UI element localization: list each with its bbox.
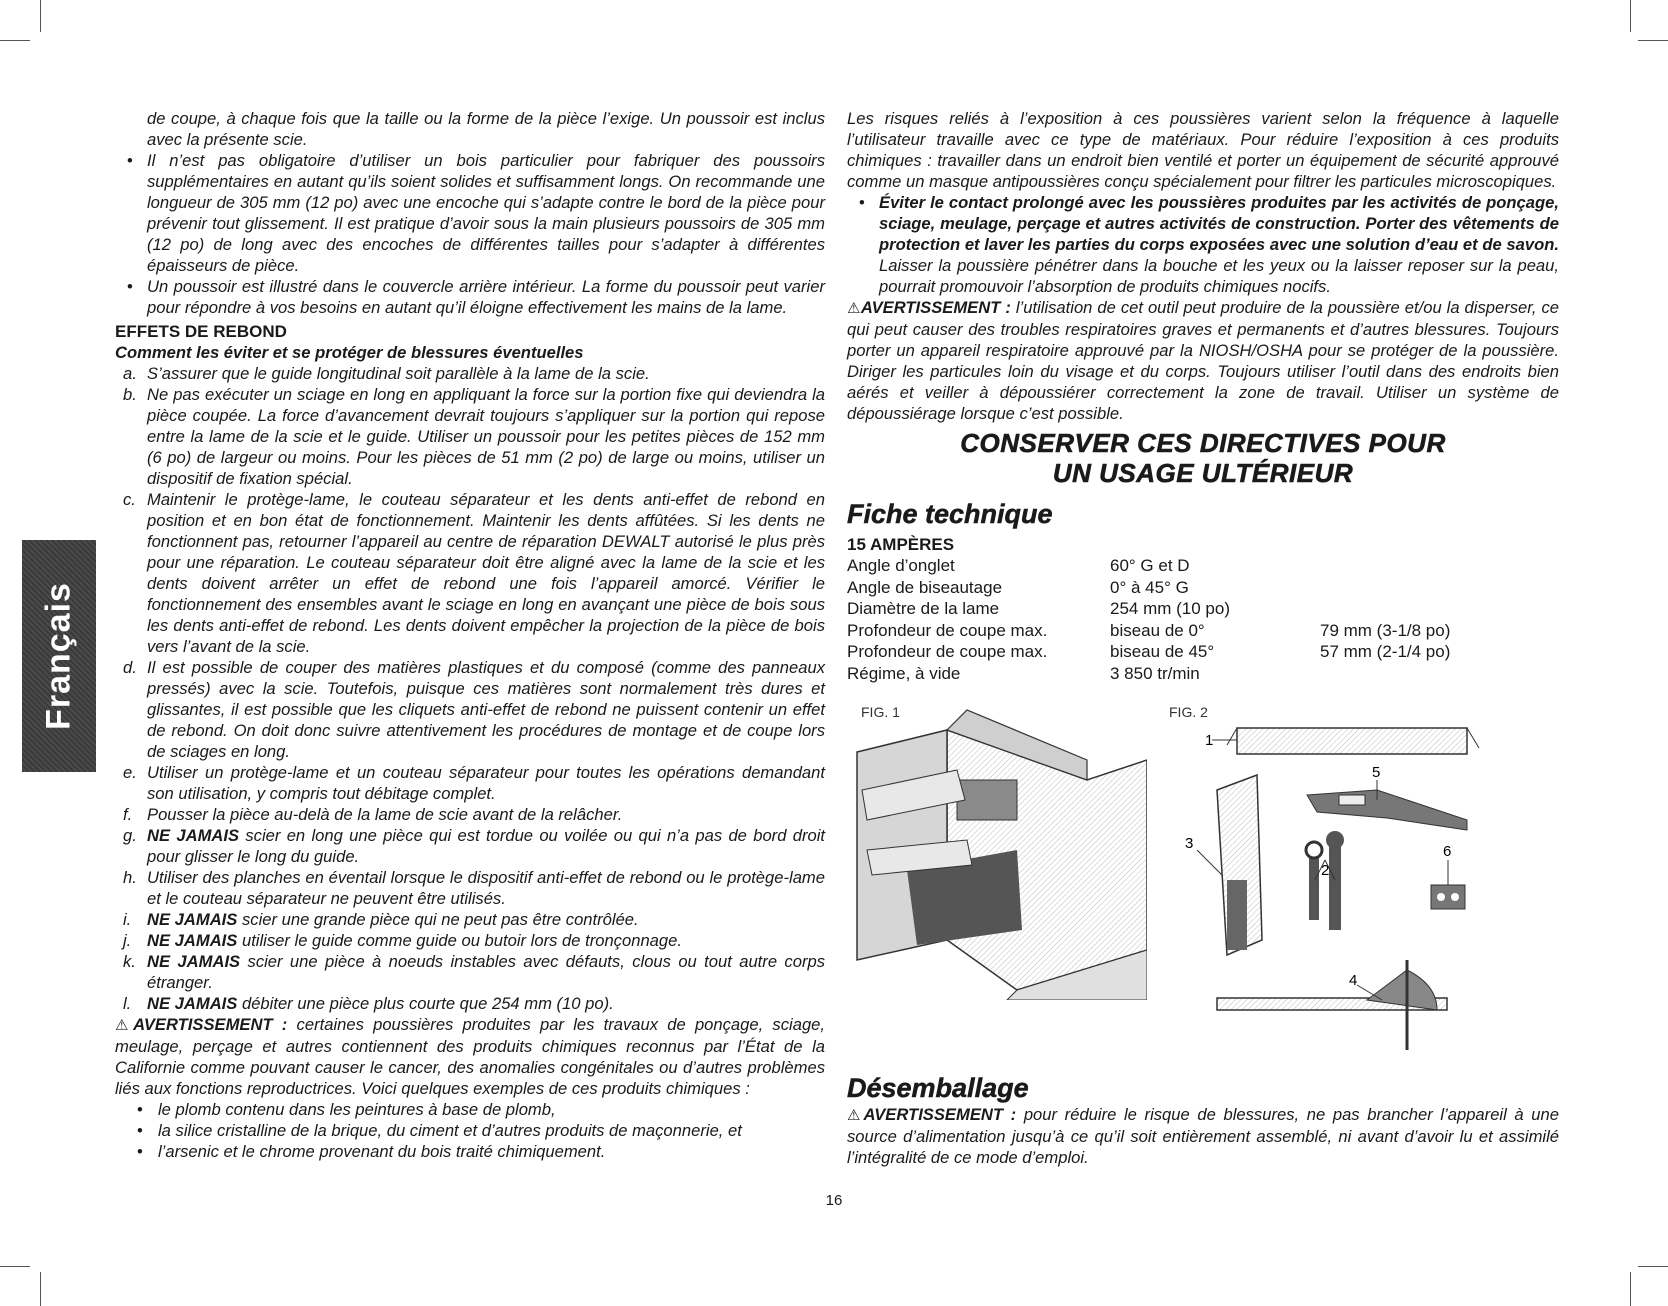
list-item: k. NE JAMAIS scier une pièce à noeuds instables avec défauts, clous ou tout autre corps étranger. bbox=[123, 952, 826, 992]
callout-1: 1 bbox=[1205, 732, 1214, 749]
crop-mark bbox=[0, 40, 30, 41]
fig1-unboxing-illustration bbox=[847, 700, 1147, 1000]
list-item: i. NE JAMAIS scier une grande pièce qui ne peut pas être contrôlée. bbox=[123, 910, 639, 929]
list-item: e. Utiliser un protège-lame et un couteau séparateur pour toutes les opérations demandant son utilisation, y compris tout débitage complet. bbox=[123, 763, 825, 803]
spec-row: Profondeur de coupe max. biseau de 0° 79 mm (3-1/8 po) bbox=[847, 620, 1451, 640]
bullet-item: • Un poussoir est illustré dans le couvercle arrière intérieur. La forme du poussoir peut varier pour répondre à vos besoins en autant qu’il éloigne effectivement les mains de la lame. bbox=[115, 276, 825, 318]
specs-table bbox=[847, 555, 1559, 684]
right-column bbox=[847, 108, 1559, 1168]
specs-amperage: 15 AMPÈRES bbox=[847, 535, 955, 554]
list-item: l. NE JAMAIS débiter une pièce plus courte que 254 mm (10 po). bbox=[123, 994, 614, 1013]
figures bbox=[847, 700, 1559, 1072]
bullet-item: • Éviter le contact prolongé avec les poussières produites par les activités de ponçage, sciage, meulage, perçage et autres activités de construction. Porter des vêtements de protection et laver les parties du corps exposées avec une solution d’eau et de savon. Laisser la poussière pénétrer dans la bouche et les yeux ou la laisser reposer sur la peau, pourrait promouvoir l’absorption de produits chimiques nocifs. bbox=[847, 192, 1559, 297]
warning-icon: ⚠ bbox=[115, 1017, 134, 1034]
list-item: b. Ne pas exécuter un sciage en long en appliquant la force sur la portion fixe qui deviendra la pièce coupée. La force d’avancement devrait toujours s’appliquer sur la portion qui repose entre la lame de la scie et le guide. Utiliser un poussoir pour les petites pièces de 152 mm (6 po) de largeur ou moins. Pour les pièces de 51 mm (2 po) de large ou moins, utiliser un dispositif de fixation spécial. bbox=[123, 385, 825, 488]
spec-row: Angle d’onglet 60° G et D bbox=[847, 556, 1190, 575]
callout-5: 5 bbox=[1372, 764, 1381, 781]
unpacking-title: Désemballage bbox=[847, 1073, 1029, 1103]
save-instructions-title: CONSERVER CES DIRECTIVES POUR UN USAGE ULTÉRIEUR bbox=[960, 428, 1446, 488]
callout-6: 6 bbox=[1443, 843, 1452, 860]
spec-row: Angle de biseautage 0° à 45° G bbox=[847, 577, 1189, 597]
kickback-subheading: Comment les éviter et se protéger de blessures éventuelles bbox=[115, 343, 584, 362]
list-item: f. Pousser la pièce au-delà de la lame de scie avant de la relâcher. bbox=[123, 805, 623, 824]
crop-mark bbox=[1638, 1266, 1668, 1267]
crop-mark bbox=[1638, 40, 1668, 41]
spec-row: Diamètre de la lame 254 mm (10 po) bbox=[847, 599, 1230, 618]
bullet-item: • Il n’est pas obligatoire d’utiliser un bois particulier pour fabriquer des poussoirs supplémentaires en autant qu’ils soient solides et suffisamment longs. On recommande une longueur de 305 mm (12 po) avec une encoche qui s’adapte contre le bord de la pièce pour prévenir tout glissement. Il est pratique d’avoir sous la main plusieurs poussoirs de 305 mm (12 po) de long avec des encoches de différentes tailles pour s’adapter à différentes épaisseurs de pièce. bbox=[115, 150, 825, 276]
callout-4: 4 bbox=[1349, 972, 1358, 989]
exposure-paragraph: Les risques reliés à l’exposition à ces poussières varient selon la fréquence à laquelle l’utilisateur travaille avec ce type de matériaux. Pour réduire l’exposition à ces produits chimiques : travailler dans un endroit bien ventilé et porter un équipement de sécurité approuvé comme un masque antipoussières conçu spécialement pour filtrer les particules microscopiques. bbox=[847, 109, 1559, 191]
callout-2: 2 bbox=[1321, 862, 1330, 879]
language-tab bbox=[22, 540, 96, 772]
specs-title: Fiche technique bbox=[847, 499, 1053, 529]
warning-icon: ⚠ bbox=[847, 1107, 864, 1124]
list-item: g. NE JAMAIS scier en long une pièce qui est tordue ou voilée ou qui n’a pas de bord droit pour glisser le long du guide. bbox=[123, 826, 826, 866]
chemical-bullet: • l’arsenic et le chrome provenant du bois traité chimiquement. bbox=[115, 1141, 825, 1162]
callout-3: 3 bbox=[1185, 835, 1194, 852]
list-item: c. Maintenir le protège-lame, le couteau séparateur et les dents anti-effet de rebond en position et en bon état de fonctionnement. Maintenir les dents affûtées. Si les dents ne fonctionnent pas, retourner l’appareil au centre de réparation DEWALT autorisé le plus près pour une réparation. Le couteau séparateur doit être aligné avec la lame de la scie et les dents doivent arrêter un effet de rebond une fois l’appareil amorcé. Vérifier le fonctionnement des ensembles avant le sciage en long en avançant une pièce de bois sous les dents anti-effet de rebond. Les dents doivent empêcher la projection de la pièce de bois vers l’avant de la scie. bbox=[123, 490, 825, 656]
fig2-label: FIG. 2 bbox=[1169, 704, 1208, 720]
left-column bbox=[115, 108, 825, 1162]
warning-icon: ⚠ bbox=[847, 300, 861, 317]
warning-paragraph: ⚠AVERTISSEMENT : l’utilisation de cet outil peut produire de la poussière et/ou la disperser, ce qui peut causer des troubles respiratoires graves et permanents et d’autres blessures. Toujours porter un appareil respiratoire approuvé par la NIOSH/OSHA pour se protéger de la poussière. Diriger les particules loin du visage et du corps. Toujours utiliser l’outil dans des endroits bien aérés et veiller à dépoussiérer correctement la zone de travail. Utiliser un système de dépoussiérage lorsque c’est possible. bbox=[847, 298, 1560, 423]
list-item: h. Utiliser des planches en éventail lorsque le dispositif anti-effet de rebond ou le protège-lame et le couteau séparateur ne peuvent être utilisés. bbox=[123, 868, 825, 908]
chemical-bullet: • le plomb contenu dans les peintures à base de plomb, bbox=[115, 1099, 825, 1120]
crop-mark bbox=[40, 0, 41, 32]
crop-mark bbox=[40, 1272, 41, 1306]
chemical-bullet: • la silice cristalline de la brique, du ciment et d’autres produits de maçonnerie, et bbox=[115, 1120, 825, 1141]
list-item: d. Il est possible de couper des matières plastiques et du composé (comme des panneaux pressés) avec la scie. Toutefois, puisque ces matières sont normalement très dures et glissantes, il est possible que les cliquets anti-effet de rebond ne puissent contenir un effet de rebond. On doit donc suivre attentivement les procédures de montage et de coupe lors de sciages en long. bbox=[123, 658, 825, 761]
spec-row: Régime, à vide 3 850 tr/min bbox=[847, 663, 1200, 683]
list-item: j. NE JAMAIS utiliser le guide comme guide ou butoir lors de tronçonnage. bbox=[123, 931, 682, 950]
warning-paragraph: ⚠AVERTISSEMENT : certaines poussières produites par les travaux de ponçage, sciage, meulage, perçage et autres contiennent des produits chimiques reconnus par l’État de la Californie comme pouvant causer le cancer, des anomalies congénitales ou d’autres problèmes liés aux fonctions reproductrices. Voici quelques exemples de ces produits chimiques : bbox=[115, 1015, 826, 1098]
crop-mark bbox=[1630, 0, 1631, 32]
fig2-loose-parts-illustration bbox=[1167, 700, 1497, 1070]
page-number: 16 bbox=[825, 1192, 843, 1209]
intro-paragraph: de coupe, à chaque fois que la taille ou la forme de la pièce l’exige. Un poussoir est inclus avec la présente scie. bbox=[147, 109, 825, 149]
language-tab-label: Français bbox=[39, 582, 78, 730]
unpacking-warning: ⚠AVERTISSEMENT : pour réduire le risque de blessures, ne pas brancher l’appareil à une source d’alimentation jusqu’à ce qu’il soit entièrement assemblé, ni avant d’avoir lu et assimilé l’intégralité de ce mode d’emploi. bbox=[847, 1105, 1559, 1167]
crop-mark bbox=[1630, 1272, 1631, 1306]
list-item: a. S’assurer que le guide longitudinal soit parallèle à la lame de la scie. bbox=[123, 364, 650, 383]
section-heading-kickback: EFFETS DE REBOND bbox=[115, 322, 287, 341]
spec-row: Profondeur de coupe max. biseau de 45° 57 mm (2-1/4 po) bbox=[847, 642, 1451, 661]
crop-mark bbox=[0, 1266, 30, 1267]
fig1-label: FIG. 1 bbox=[861, 704, 900, 720]
